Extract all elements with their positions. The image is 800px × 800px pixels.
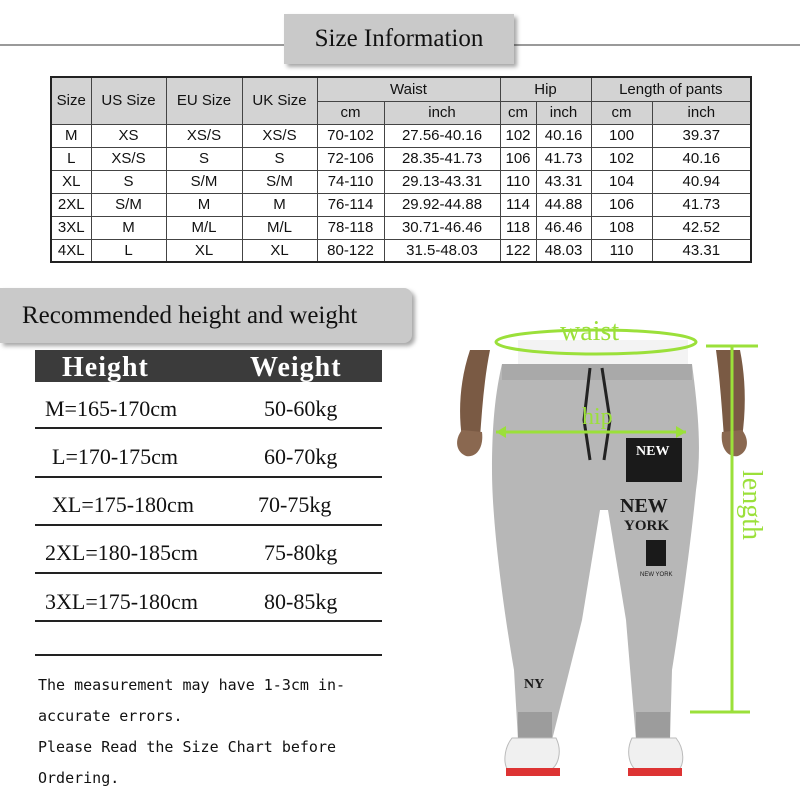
right-shoe	[629, 738, 683, 772]
cell-waist-cm: 74-110	[317, 170, 384, 193]
table-row	[51, 216, 751, 239]
hw-height: L=170-175cm	[52, 444, 179, 469]
hw-height: XL=175-180cm	[52, 492, 194, 517]
cell-waist-cm: 78-118	[317, 216, 384, 239]
cell-size: L	[51, 147, 91, 170]
header-hip-cm: cm	[500, 101, 536, 124]
left-arm	[460, 350, 490, 438]
recommended-title: Recommended height and weight	[22, 301, 358, 329]
print-small: NEW YORK	[640, 572, 673, 578]
cell-us-size: M	[91, 216, 166, 239]
cell-us-size: S/M	[91, 193, 166, 216]
cell-hip-inch: 43.31	[536, 170, 591, 193]
weight-header: Weight	[250, 352, 342, 383]
cell-hip-cm: 102	[500, 124, 536, 147]
cell-eu-size: XS/S	[166, 124, 242, 147]
cell-us-size: XS	[91, 124, 166, 147]
hw-separator	[35, 524, 382, 526]
right-sole	[628, 768, 682, 776]
hw-separator	[35, 654, 382, 656]
left-shoe	[505, 738, 559, 772]
hw-separator	[35, 427, 382, 429]
hw-height: 3XL=175-180cm	[45, 589, 198, 614]
cell-hip-cm: 106	[500, 147, 536, 170]
cell-hip-cm: 122	[500, 239, 536, 262]
cell-length-cm: 102	[591, 147, 652, 170]
length-label: length	[736, 470, 767, 540]
cell-length-inch: 42.52	[652, 216, 751, 239]
cell-waist-cm: 76-114	[317, 193, 384, 216]
recommended-banner	[0, 288, 412, 343]
header-hip: Hip	[500, 77, 591, 101]
cell-waist-inch: 29.13-43.31	[384, 170, 500, 193]
cell-hip-inch: 46.46	[536, 216, 591, 239]
size-information-banner	[284, 14, 514, 64]
header-length-cm: cm	[591, 101, 652, 124]
cell-size: XL	[51, 170, 91, 193]
cell-length-inch: 40.16	[652, 147, 751, 170]
cell-us-size: L	[91, 239, 166, 262]
hw-separator	[35, 572, 382, 574]
header-eu-size: EU Size	[166, 77, 242, 124]
note-line: accurate errors.	[38, 707, 183, 725]
right-arm	[716, 350, 745, 438]
cell-waist-cm: 80-122	[317, 239, 384, 262]
header-rule-right	[514, 44, 800, 46]
cell-eu-size: M	[166, 193, 242, 216]
hw-separator	[35, 620, 382, 622]
note-line: Please Read the Size Chart before	[38, 738, 337, 756]
hw-weight: 80-85kg	[264, 589, 338, 614]
cell-uk-size: M	[242, 193, 317, 216]
cell-waist-cm: 70-102	[317, 124, 384, 147]
cell-us-size: S	[91, 170, 166, 193]
waistband	[502, 364, 692, 380]
header-length: Length of pants	[591, 77, 751, 101]
height-header: Height	[62, 352, 149, 383]
left-cuff	[518, 712, 552, 740]
hw-separator	[35, 476, 382, 478]
cell-length-cm: 104	[591, 170, 652, 193]
cell-size: 2XL	[51, 193, 91, 216]
waist-label: waist	[560, 320, 620, 347]
right-hand	[722, 430, 747, 456]
cell-length-inch: 41.73	[652, 193, 751, 216]
cell-length-inch: 39.37	[652, 124, 751, 147]
header-uk-size: UK Size	[242, 77, 317, 124]
cell-hip-inch: 44.88	[536, 193, 591, 216]
cell-size: 4XL	[51, 239, 91, 262]
hw-weight: 70-75kg	[258, 492, 332, 517]
pants-illustration	[440, 320, 800, 800]
cell-waist-cm: 72-106	[317, 147, 384, 170]
header-us-size: US Size	[91, 77, 166, 124]
hw-height: 2XL=180-185cm	[45, 540, 198, 565]
cell-uk-size: XL	[242, 239, 317, 262]
cell-length-cm: 106	[591, 193, 652, 216]
cell-size: 3XL	[51, 216, 91, 239]
hw-weight: 60-70kg	[264, 444, 338, 469]
header-waist-cm: cm	[317, 101, 384, 124]
header-size: Size	[51, 77, 91, 124]
cell-eu-size: S	[166, 147, 242, 170]
table-row	[51, 239, 751, 262]
table-row	[51, 147, 751, 170]
cell-uk-size: XS/S	[242, 124, 317, 147]
cell-hip-inch: 40.16	[536, 124, 591, 147]
print-new-top: NEW	[636, 444, 670, 459]
hw-weight: 75-80kg	[264, 540, 338, 565]
cell-waist-inch: 28.35-41.73	[384, 147, 500, 170]
cell-length-inch: 40.94	[652, 170, 751, 193]
size-table-body	[51, 124, 751, 262]
note-line: Ordering.	[38, 769, 120, 787]
size-table	[50, 76, 752, 263]
cell-hip-inch: 41.73	[536, 147, 591, 170]
header-length-inch: inch	[652, 101, 751, 124]
cell-uk-size: S	[242, 147, 317, 170]
table-row	[51, 170, 751, 193]
hw-height: M=165-170cm	[45, 396, 178, 421]
cell-eu-size: M/L	[166, 216, 242, 239]
cell-eu-size: S/M	[166, 170, 242, 193]
left-sole	[506, 768, 560, 776]
cell-waist-inch: 31.5-48.03	[384, 239, 500, 262]
right-cuff	[636, 712, 670, 740]
cell-waist-inch: 27.56-40.16	[384, 124, 500, 147]
cell-waist-inch: 30.71-46.46	[384, 216, 500, 239]
cell-eu-size: XL	[166, 239, 242, 262]
cell-hip-cm: 114	[500, 193, 536, 216]
cell-waist-inch: 29.92-44.88	[384, 193, 500, 216]
cell-uk-size: S/M	[242, 170, 317, 193]
table-row	[51, 193, 751, 216]
hw-weight: 50-60kg	[264, 396, 338, 421]
cell-hip-cm: 110	[500, 170, 536, 193]
cell-length-cm: 110	[591, 239, 652, 262]
header-hip-inch: inch	[536, 101, 591, 124]
print-york: YORK	[624, 518, 669, 534]
cell-us-size: XS/S	[91, 147, 166, 170]
print-new: NEW	[620, 495, 668, 517]
left-hand	[457, 430, 482, 456]
cell-size: M	[51, 124, 91, 147]
table-row	[51, 124, 751, 147]
cell-length-inch: 43.31	[652, 239, 751, 262]
cell-length-cm: 100	[591, 124, 652, 147]
cell-hip-inch: 48.03	[536, 239, 591, 262]
height-weight-header	[35, 350, 382, 382]
print-cuff: NY	[524, 677, 545, 692]
header-rule-left	[0, 44, 284, 46]
cell-hip-cm: 118	[500, 216, 536, 239]
size-information-title: Size Information	[314, 25, 484, 52]
print-seven-bar	[646, 540, 666, 566]
cell-uk-size: M/L	[242, 216, 317, 239]
header-waist: Waist	[317, 77, 500, 101]
note-line: The measurement may have 1-3cm in-	[38, 676, 346, 694]
cell-length-cm: 108	[591, 216, 652, 239]
header-waist-inch: inch	[384, 101, 500, 124]
hip-label: hip	[582, 404, 613, 430]
